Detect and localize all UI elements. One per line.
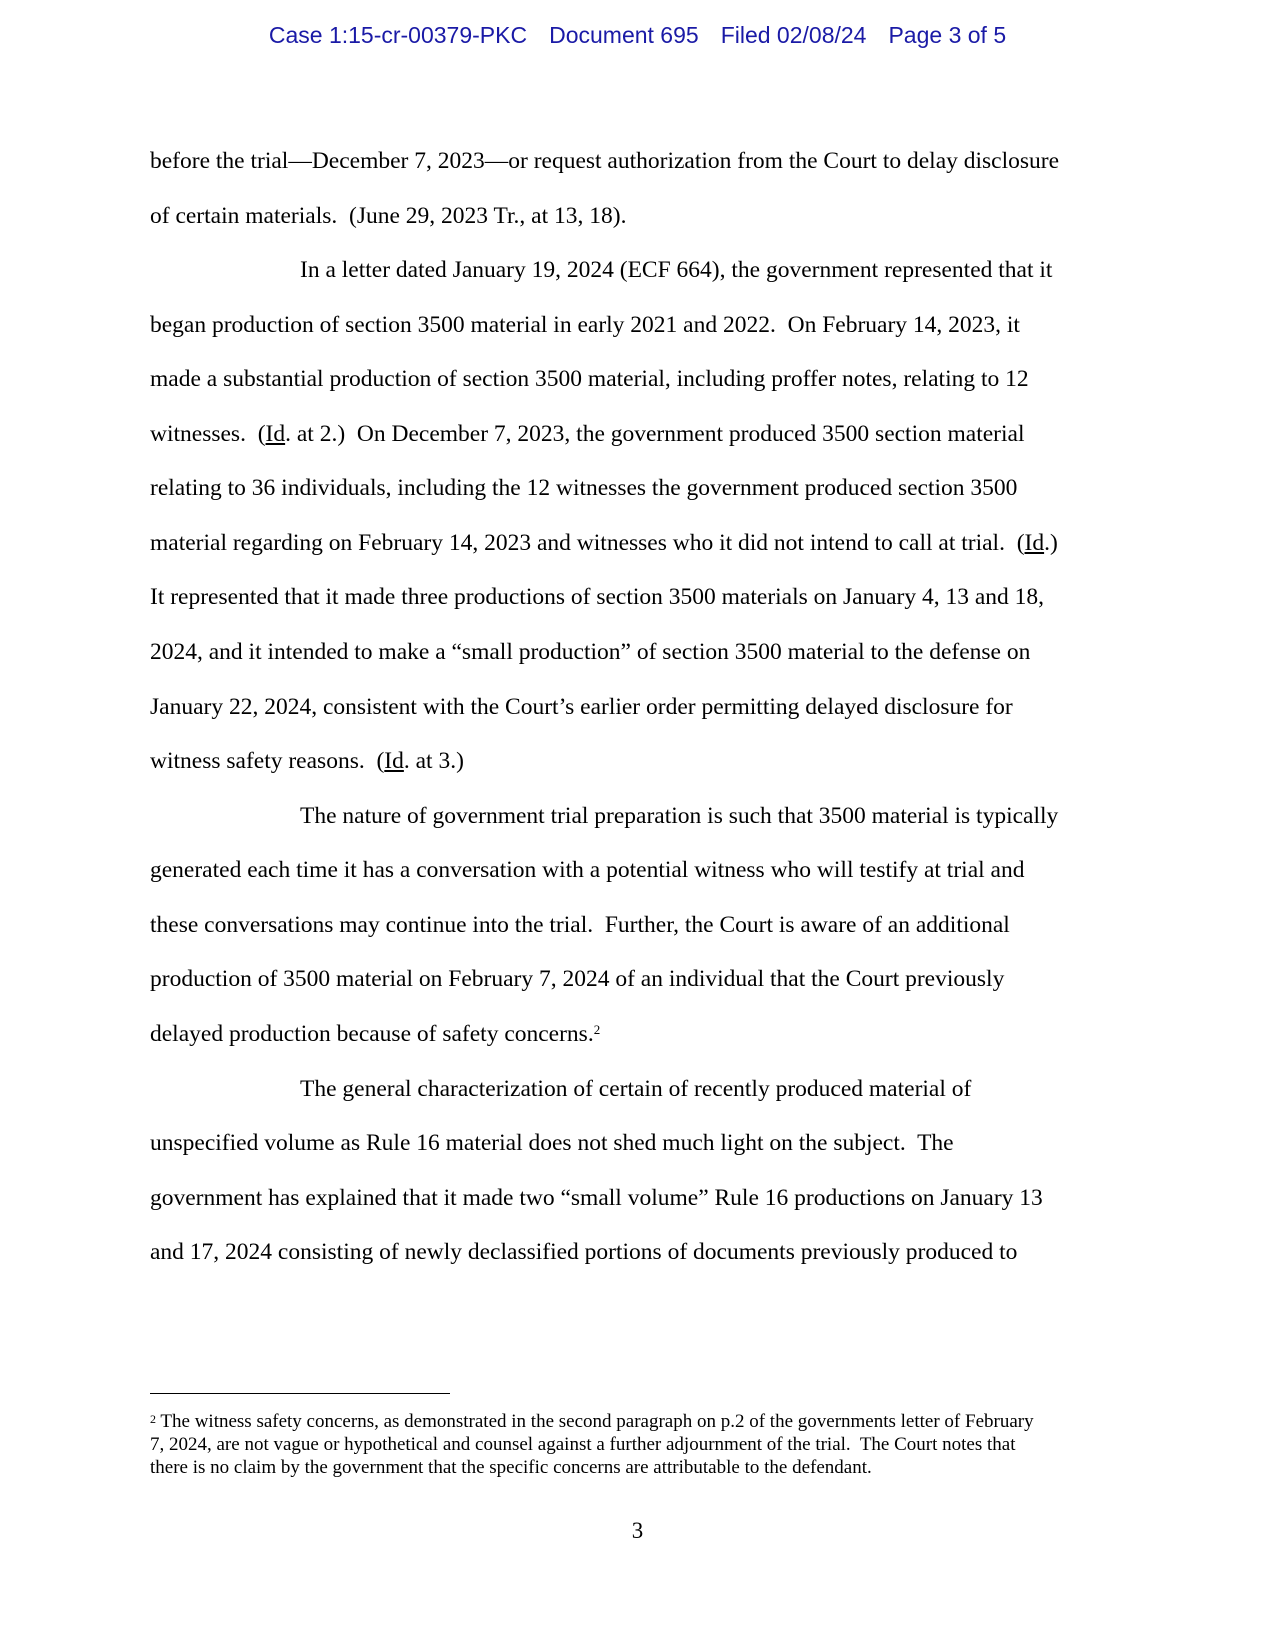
page-indicator: Page 3 of 5: [888, 22, 1007, 48]
body-line: these conversations may continue into the trial. Further, the Court is aware of an additional: [150, 912, 1010, 938]
footnote-marker: 2: [150, 1412, 156, 1426]
footnote-reference: 2: [593, 1022, 601, 1037]
footnote-line: [150, 1410, 1034, 1434]
body-line: made a substantial production of section 3500 material, including proffer notes, relating to 12: [150, 366, 1029, 392]
body-line: and 17, 2024 consisting of newly declassified portions of documents previously produced to: [150, 1239, 1018, 1265]
body-line: January 22, 2024, consistent with the Court’s earlier order permitting delayed disclosure for: [150, 694, 1013, 720]
document-number: Document 695: [549, 22, 699, 48]
text-run: .): [1044, 530, 1058, 556]
body-line: unspecified volume as Rule 16 material does not shed much light on the subject. The: [150, 1130, 954, 1156]
body-line: [150, 1019, 600, 1049]
body-line: before the trial—December 7, 2023—or request authorization from the Court to delay disclosure: [150, 148, 1060, 174]
page-number: 3: [631, 1518, 644, 1543]
text-run: witnesses. (: [150, 421, 266, 447]
footnote-line: there is no claim by the government that the specific concerns are attributable to the defendant.: [150, 1457, 872, 1478]
body-line: began production of section 3500 material in early 2021 and 2022. On February 14, 2023, it: [150, 312, 1020, 338]
citation-id: Id: [384, 748, 404, 774]
body-line: It represented that it made three productions of section 3500 materials on January 4, 13 and 18,: [150, 584, 1045, 610]
footnote-line: 7, 2024, are not vague or hypothetical and counsel against a further adjournment of the trial. The Court notes that: [150, 1434, 1016, 1455]
citation-id: Id: [1024, 530, 1045, 556]
body-line: [150, 746, 464, 776]
case-number: Case 1:15-cr-00379-PKC: [268, 22, 528, 48]
body-line: [150, 419, 1024, 449]
footnote-separator: [150, 1393, 450, 1394]
text-run: . at 2.) On December 7, 2023, the government produced 3500 section material: [285, 421, 1025, 447]
body-line: government has explained that it made two “small volume” Rule 16 productions on January 13: [150, 1185, 1043, 1211]
text-run: The witness safety concerns, as demonstrated in the second paragraph on p.2 of the governments letter of February: [156, 1411, 1034, 1432]
ecf-header: [0, 22, 1275, 49]
citation-id: Id: [265, 421, 286, 447]
body-line: production of 3500 material on February 7, 2024 of an individual that the Court previously: [150, 966, 1005, 992]
text-run: . at 3.): [403, 748, 464, 774]
body-line: [150, 528, 1058, 558]
text-run: delayed production because of safety concerns.: [150, 1021, 594, 1047]
body-line: The general characterization of certain of recently produced material of: [300, 1076, 972, 1102]
body-line: generated each time it has a conversation with a potential witness who will testify at trial and: [150, 857, 1025, 883]
text-run: witness safety reasons. (: [150, 748, 385, 774]
text-run: material regarding on February 14, 2023 and witnesses who it did not intend to call at trial. (: [150, 530, 1025, 556]
body-line: relating to 36 individuals, including the 12 witnesses the government produced section 3500: [150, 475, 1018, 501]
body-line: In a letter dated January 19, 2024 (ECF 664), the government represented that it: [300, 257, 1053, 283]
body-line: of certain materials. (June 29, 2023 Tr., at 13, 18).: [150, 203, 627, 229]
body-line: 2024, and it intended to make a “small production” of section 3500 material to the defense on: [150, 639, 1031, 665]
body-line: The nature of government trial preparation is such that 3500 material is typically: [300, 803, 1059, 829]
filed-date: Filed 02/08/24: [720, 22, 867, 48]
